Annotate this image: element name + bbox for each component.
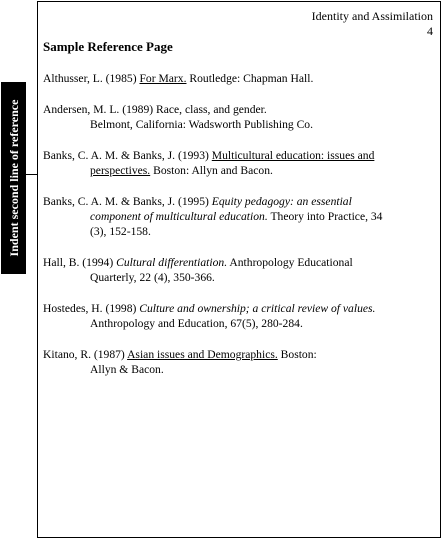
reference-text: Hostedes, H. (1998) xyxy=(43,302,140,315)
running-head-title: Identity and Assimilation xyxy=(311,9,433,23)
reference-list xyxy=(43,71,435,393)
indent-instruction-label xyxy=(1,82,26,274)
reference-text: Belmont, California: Wadsworth Publishing Co. xyxy=(90,118,313,131)
reference-title: Culture and ownership; a critical review of values. xyxy=(139,302,376,315)
reference-indented-line xyxy=(43,209,435,224)
reference-title: Equity pedagogy: an essential xyxy=(211,195,352,208)
reference-text: Anthropology and Education, 67(5), 280-284. xyxy=(90,317,303,330)
reference-entry xyxy=(43,347,435,377)
reference-title: perspectives. xyxy=(90,164,151,177)
reference-title: Asian issues and Demographics. xyxy=(127,348,278,361)
reference-text: Andersen, M. L. (1989) Race, class, and gender. xyxy=(43,103,267,116)
reference-text: Banks, C. A. M. & Banks, J. (1993) xyxy=(43,149,212,162)
page-title: Sample Reference Page xyxy=(43,39,173,54)
running-head xyxy=(312,9,433,39)
reference-text: Allyn & Bacon. xyxy=(90,363,164,376)
reference-first-line xyxy=(43,255,435,270)
reference-text: Althusser, L. (1985) xyxy=(43,72,140,85)
reference-title: Multicultural education: issues and xyxy=(211,149,375,162)
page-number: 4 xyxy=(427,24,433,38)
reference-text: (3), 152-158. xyxy=(90,225,151,238)
reference-indented-line xyxy=(43,362,435,377)
reference-indented-line xyxy=(43,163,435,178)
reference-text: Boston: xyxy=(277,348,317,361)
reference-first-line xyxy=(43,71,435,86)
reference-title: component of multicultural education. xyxy=(90,210,268,223)
reference-entry xyxy=(43,301,435,331)
reference-text: Kitano, R. (1987) xyxy=(43,348,128,361)
reference-title: For Marx. xyxy=(139,72,187,85)
reference-text: Theory into Practice, 34 xyxy=(267,210,383,223)
reference-title: Cultural differentiation. xyxy=(116,256,228,269)
reference-first-line xyxy=(43,347,435,362)
reference-text: Hall, B. (1994) xyxy=(43,256,117,269)
reference-entry xyxy=(43,148,435,178)
reference-indented-line xyxy=(43,224,435,239)
reference-first-line xyxy=(43,148,435,163)
indent-instruction-text: Indent second line of reference xyxy=(6,99,21,257)
reference-first-line xyxy=(43,301,435,316)
reference-indented-line xyxy=(43,270,435,285)
reference-text: Boston: Allyn and Bacon. xyxy=(150,164,273,177)
reference-text: Quarterly, 22 (4), 350-366. xyxy=(90,271,215,284)
reference-entry xyxy=(43,71,435,86)
document-page xyxy=(37,1,441,538)
reference-text: Banks, C. A. M. & Banks, J. (1995) xyxy=(43,195,212,208)
reference-text: Routledge: Chapman Hall. xyxy=(186,72,314,85)
reference-entry xyxy=(43,102,435,132)
reference-indented-line xyxy=(43,316,435,331)
reference-indented-line xyxy=(43,117,435,132)
reference-text: Anthropology Educational xyxy=(227,256,353,269)
reference-entry xyxy=(43,255,435,285)
reference-first-line xyxy=(43,194,435,209)
reference-first-line xyxy=(43,102,435,117)
reference-entry xyxy=(43,194,435,239)
